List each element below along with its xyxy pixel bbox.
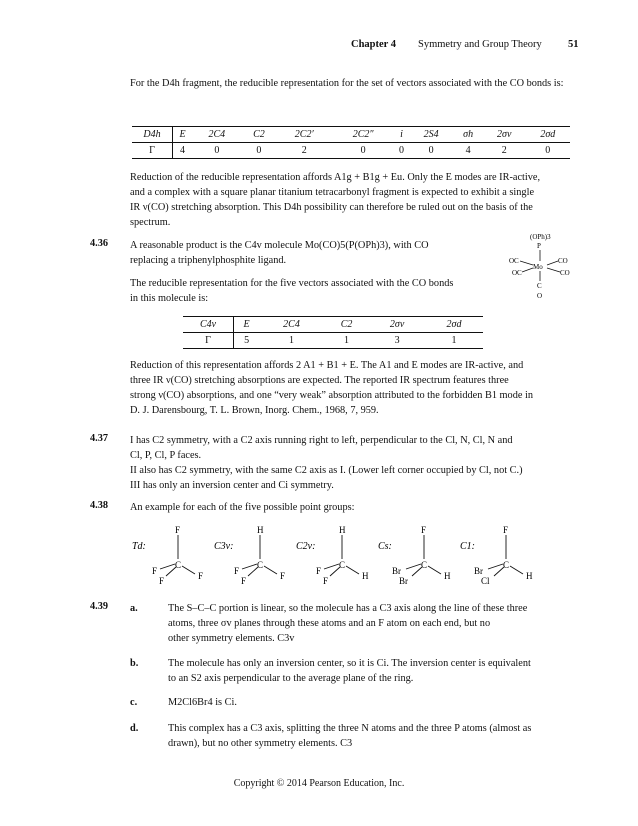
atom-label: C1:: [460, 541, 475, 552]
problem-number: 4.39: [90, 601, 109, 612]
atom-label: Td:: [132, 541, 146, 552]
d4h-character-table: [132, 126, 570, 159]
c4v-reduction: [130, 358, 580, 418]
table-cell: 0: [526, 143, 570, 159]
text-line: III has only an inversion center and Ci symmetry.: [130, 480, 334, 491]
table-header-cell: C2: [242, 127, 277, 143]
table-header-cell: 2C2′: [276, 127, 332, 143]
table-header-cell: 2C2″: [332, 127, 394, 143]
atom-label: F: [198, 571, 204, 581]
table-header-cell: D4h: [132, 127, 173, 143]
text-line: atoms, three σv planes through these atoms and an F atom on each end, but no: [168, 618, 491, 629]
text-line: Reduction of the reducible representation affords A1g + B1g + Eu. Only the E modes are IR-active,: [130, 172, 541, 183]
table-header-cell: 2σd: [526, 127, 570, 143]
atom-label: H: [257, 525, 264, 535]
text-line: The reducible representation for the five vectors associated with the CO bonds: [130, 278, 454, 289]
table-header-cell: 2σv: [483, 127, 526, 143]
table-cell: 2: [276, 143, 332, 159]
table-cell: 1: [324, 333, 369, 349]
table-cell: Γ: [183, 333, 234, 349]
atom-label: C: [175, 560, 182, 570]
bond-line: [264, 566, 277, 574]
atom-label: CO: [560, 269, 570, 277]
table-cell: 5: [234, 333, 260, 349]
table-header-cell: 2σd: [425, 317, 483, 333]
table-cell: 4: [453, 143, 482, 159]
atom-label: C2v:: [296, 541, 316, 552]
text-line: M2Cl6Br4 is Ci.: [168, 697, 237, 708]
chapter-label: Chapter 4: [351, 39, 397, 50]
text-line: II also has C2 symmetry, with the same C2 axis as I. (Lower left corner occupied by Cl, not C.): [130, 465, 523, 476]
problem-number: 4.38: [90, 500, 109, 511]
problem-number: 4.36: [90, 238, 109, 249]
problem-number: 4.37: [90, 433, 109, 444]
item-text: [168, 601, 580, 646]
atom-label: C: [421, 560, 428, 570]
atom-label: F: [280, 571, 286, 581]
bond-line: [248, 567, 258, 576]
table-cell: 0: [332, 143, 394, 159]
text-line: spectrum.: [130, 217, 171, 228]
table-header-cell: C4v: [183, 317, 234, 333]
text-line: in this molecule is:: [130, 293, 209, 304]
bond-line: [166, 567, 176, 576]
atom-label: OC: [512, 269, 522, 277]
atom-label: Cs:: [378, 541, 392, 552]
table-header-cell: 2C4: [259, 317, 324, 333]
item-text: [168, 721, 580, 751]
atom-label: H: [339, 525, 346, 535]
atom-label: F: [175, 525, 181, 535]
atom-label: H: [444, 571, 451, 581]
atom-label: F: [323, 576, 329, 586]
table-header-cell: C2: [324, 317, 369, 333]
text-line: IR ν(CO) stretching absorption. This D4h possibility can therefore be ruled out on the basis of the: [130, 202, 533, 213]
atom-label: P: [537, 242, 541, 250]
bond-line: [324, 564, 339, 569]
bond-line: [242, 564, 257, 569]
table-cell: 2: [483, 143, 526, 159]
bond-line: [160, 564, 175, 569]
item-label: b.: [130, 658, 139, 669]
text-line: other symmetry elements. C3v: [168, 633, 295, 644]
bond-line: [346, 566, 359, 574]
item-label: c.: [130, 697, 138, 708]
table-cell: 0: [242, 143, 277, 159]
bond-line: [494, 567, 504, 576]
atom-label: F: [241, 576, 247, 586]
bond-line: [488, 564, 503, 569]
atom-label: H: [362, 571, 369, 581]
atom-label: Mo: [533, 263, 543, 271]
text-line: D. J. Darensbourg, T. L. Brown, Inorg. Chem., 1968, 7, 959.: [130, 405, 379, 416]
atom-label: Cl: [481, 576, 490, 586]
item-label: a.: [130, 603, 138, 614]
table-cell: 1: [425, 333, 483, 349]
text-line: I has C2 symmetry, with a C2 axis running right to left, perpendicular to the Cl, N, Cl, N and: [130, 435, 513, 446]
table-header-cell: 2σv: [369, 317, 425, 333]
text-line: The S–C–C portion is linear, so the molecule has a C3 axis along the line of these three: [168, 603, 528, 614]
bond-line: [182, 566, 195, 574]
item-text: [168, 656, 580, 686]
atom-label: F: [421, 525, 427, 535]
table-header-cell: E: [173, 127, 193, 143]
atom-label: C: [503, 560, 510, 570]
copyright-footer: Copyright © 2014 Pearson Education, Inc.: [233, 778, 405, 789]
atom-label: F: [503, 525, 509, 535]
text-line: Reduction of this representation affords 2 A1 + B1 + E. The A1 and E modes are IR-active, and: [130, 360, 524, 371]
atom-label: C: [537, 282, 542, 290]
atom-label: C3v:: [214, 541, 234, 552]
atom-label: (OPh)3: [530, 233, 551, 241]
atom-label: F: [234, 566, 240, 576]
table-cell: 3: [369, 333, 425, 349]
atom-label: O: [537, 292, 543, 300]
bond-line: [330, 567, 340, 576]
atom-label: C: [257, 560, 264, 570]
atom-label: F: [159, 576, 165, 586]
d4h-reduction: [130, 170, 580, 230]
text-line: This complex has a C3 axis, splitting the three N atoms and the three P atoms (almost as: [168, 723, 532, 734]
bond-line: [412, 567, 422, 576]
point-group-structures: [128, 522, 568, 590]
table-header-cell: i: [394, 127, 409, 143]
atom-label: F: [152, 566, 158, 576]
table-cell: Γ: [132, 143, 173, 159]
table-cell: 0: [394, 143, 409, 159]
c4v-character-table: [183, 316, 483, 349]
atom-label: H: [526, 571, 533, 581]
bond-line: [510, 566, 523, 574]
atom-label: Br: [392, 566, 401, 576]
atom-label: Br: [474, 566, 483, 576]
p437-text: [130, 433, 580, 493]
table-cell: 1: [259, 333, 324, 349]
atom-label: CO: [558, 257, 568, 265]
text-line: to an S2 axis perpendicular to the average plane of the ring.: [168, 673, 414, 684]
table-cell: 0: [409, 143, 454, 159]
item-label: d.: [130, 723, 139, 734]
chapter-title: Symmetry and Group Theory: [418, 39, 542, 50]
text-line: The molecule has only an inversion center, so it is Ci. The inversion center is equivalent: [168, 658, 531, 669]
p438-text: An example for each of the five possible point groups:: [130, 502, 355, 513]
text-line: drawn), but no other symmetry elements. C3: [168, 738, 353, 749]
text-line: three IR ν(CO) stretching absorptions are expected. The reported IR spectrum features three: [130, 375, 509, 386]
text-line: strong ν(CO) absorptions, and one “very weak” absorption attributed to the forbidden B1 mode in: [130, 390, 533, 401]
text-line: and a complex with a square planar titanium tetracarbonyl fragment is expected to exhibit a single: [130, 187, 535, 198]
text-line: A reasonable product is the C4v molecule Mo(CO)5(P(OPh)3), with CO: [130, 240, 429, 251]
text-line: Cl, P, Cl, P faces.: [130, 450, 202, 461]
atom-label: F: [316, 566, 322, 576]
atom-label: OC: [509, 257, 519, 265]
table-header-cell: 2S4: [409, 127, 454, 143]
atom-label: C: [339, 560, 346, 570]
intro-text: For the D4h fragment, the reducible representation for the set of vectors associated with the CO bonds is:: [130, 78, 564, 89]
atom-label: Br: [399, 576, 408, 586]
table-header-cell: E: [234, 317, 260, 333]
bond-line: [428, 566, 441, 574]
text-line: replacing a triphenylphosphite ligand.: [130, 255, 287, 266]
item-text: [168, 695, 580, 710]
table-cell: 0: [192, 143, 241, 159]
mo-complex-structure: [500, 228, 580, 308]
table-cell: 4: [173, 143, 193, 159]
page-number: 51: [568, 39, 579, 50]
table-header-cell: 2C4: [192, 127, 241, 143]
bond-line: [406, 564, 421, 569]
p436-text: [130, 238, 510, 306]
table-header-cell: σh: [453, 127, 482, 143]
